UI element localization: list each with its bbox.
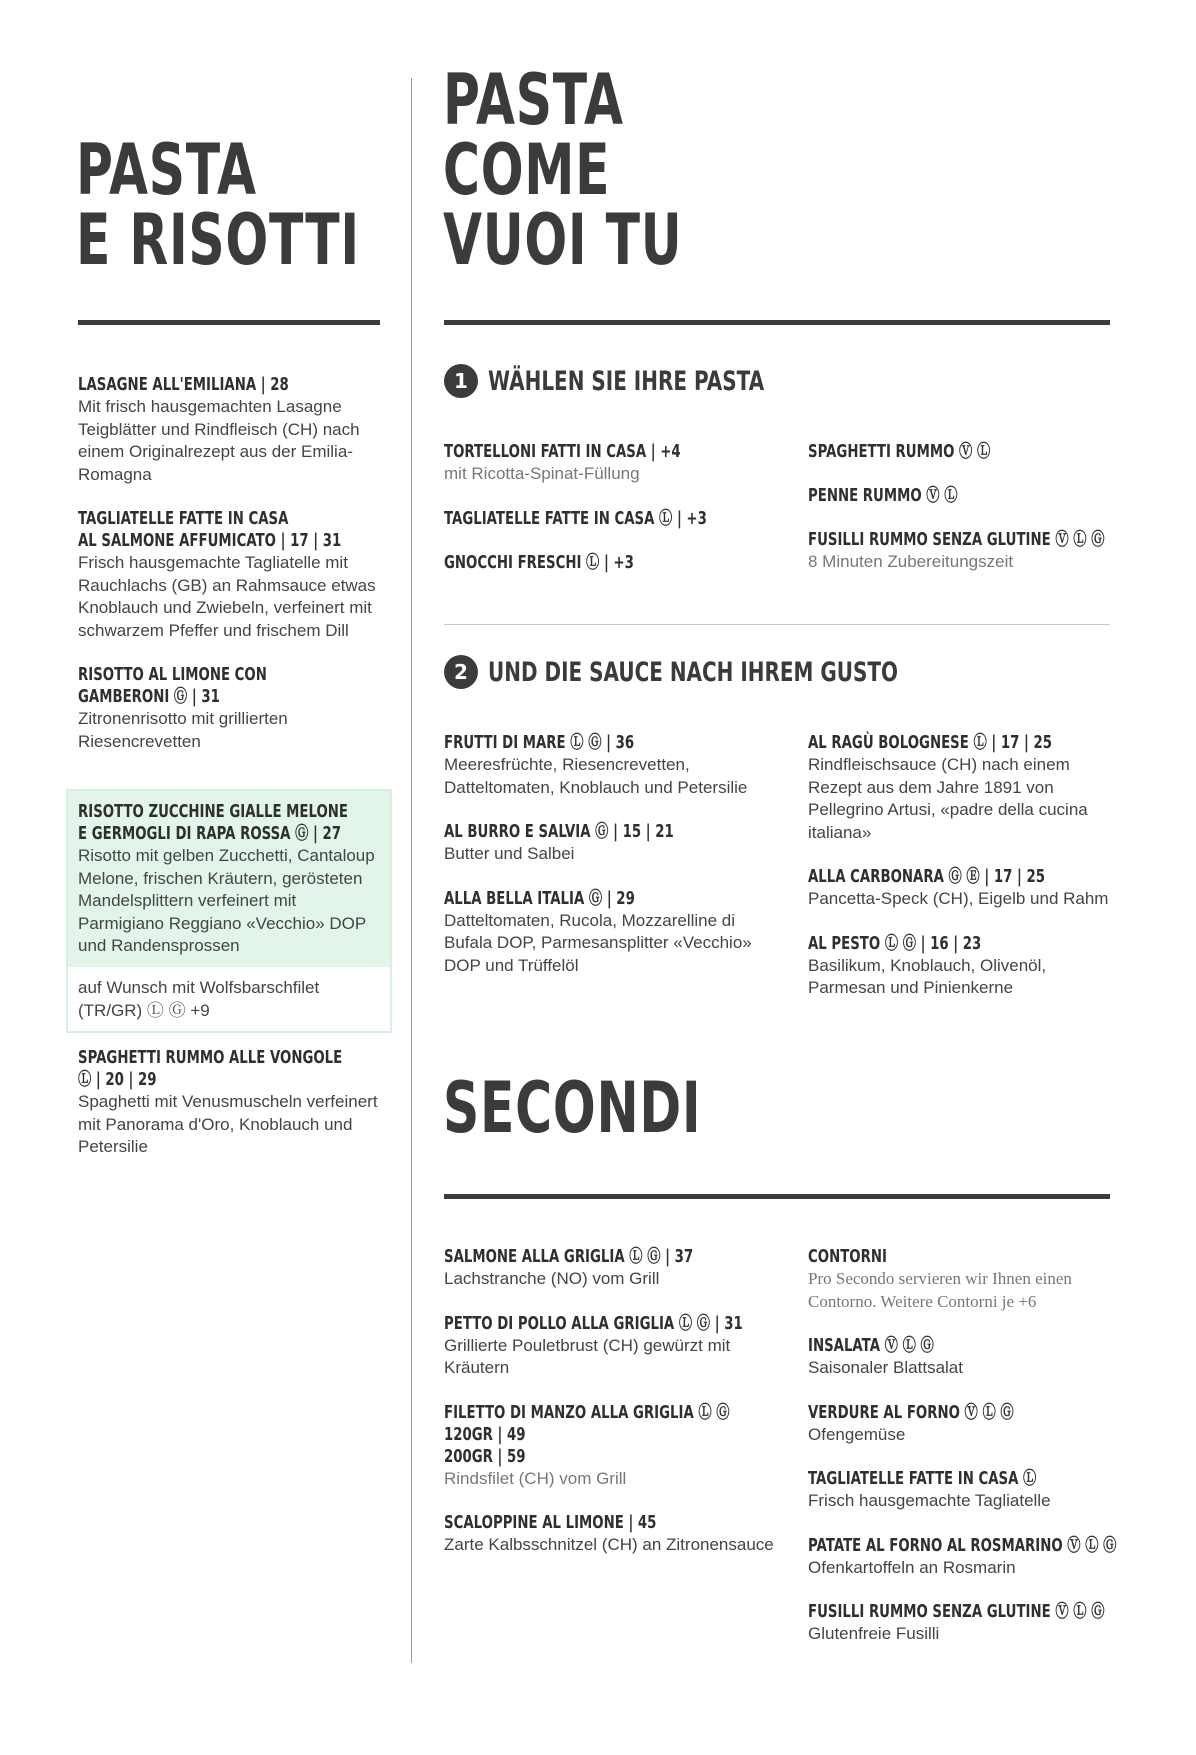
step2-col1 <box>444 732 784 999</box>
menu-item <box>808 441 1118 463</box>
step2-heading <box>444 655 1042 689</box>
item-title: AL SALMONE AFFUMICATO | 17 | 31 <box>78 531 342 551</box>
item-title: PETTO DI POLLO ALLA GRIGLIA Ⓛ Ⓖ | 31 <box>444 1313 743 1334</box>
item-title: PENNE RUMMO Ⓥ Ⓛ <box>808 486 958 506</box>
contorni-block <box>808 1246 1118 1313</box>
menu-item <box>808 485 1118 507</box>
item-title: 200GR | 59 <box>444 1446 526 1467</box>
menu-item <box>808 529 1118 574</box>
menu-item <box>78 664 388 753</box>
item-desc: Glutenfreie Fusilli <box>808 1624 940 1643</box>
column-divider <box>411 78 412 1663</box>
item-desc: Frisch hausgemachte Tagliatelle mit Rauchlachs (GB) an Rahmsauce etwas Knoblauch und Zwiebeln, verfeinert mit schwarzem Pfeffer und frischem Dill <box>78 553 376 640</box>
menu-item <box>444 732 784 799</box>
secondi-col1 <box>444 1246 784 1579</box>
item-title: Ⓛ | 20 | 29 <box>78 1070 157 1090</box>
menu-item <box>808 732 1118 844</box>
menu-item <box>78 1047 388 1159</box>
step2-col2 <box>808 732 1118 1022</box>
item-desc: Risotto mit gelben Zucchetti, Cantaloup Melone, frischen Kräutern, gerösteten Mandelsplittern verfeinert mit Parmigiano Reggiano «Vecchio» DOP und Randensprossen <box>78 846 375 955</box>
item-title: SCALOPPINE AL LIMONE | 45 <box>444 1513 657 1533</box>
item-title: FUSILLI RUMMO SENZA GLUTINE Ⓥ Ⓛ Ⓖ <box>808 1602 1105 1622</box>
item-desc: Meeresfrüchte, Riesencrevetten, Datteltomaten, Knoblauch und Petersilie <box>444 755 748 797</box>
item-title: GAMBERONI Ⓖ | 31 <box>78 687 220 707</box>
menu-item <box>808 1402 1118 1447</box>
item-title: TAGLIATELLE FATTE IN CASA <box>78 509 289 529</box>
item-desc: Saisonaler Blattsalat <box>808 1358 963 1377</box>
menu-item <box>808 1535 1118 1580</box>
item-title: FUSILLI RUMMO SENZA GLUTINE Ⓥ Ⓛ Ⓖ <box>808 530 1105 550</box>
item-desc: Rindfleischsauce (CH) nach einem Rezept aus dem Jahre 1891 von Pellegrino Artusi, «padre della cucina italiana» <box>808 755 1088 842</box>
left-title-line1: PASTA <box>76 129 257 211</box>
right-title-line3: VUOI TU <box>443 199 683 281</box>
item-title: ALLA BELLA ITALIA Ⓖ | 29 <box>444 888 635 909</box>
item-desc: Ofenkartoffeln an Rosmarin <box>808 1557 1016 1577</box>
menu-item <box>444 1512 784 1557</box>
item-desc: Grillierte Pouletbrust (CH) gewürzt mit Kräutern <box>444 1335 731 1377</box>
item-title: AL RAGÙ BOLOGNESE Ⓛ | 17 | 25 <box>808 733 1053 753</box>
left-title-rule <box>78 320 380 325</box>
secondi-rule <box>444 1194 1110 1199</box>
menu-item <box>444 441 784 486</box>
menu-item <box>808 866 1118 911</box>
step2-number: 2 <box>444 655 478 689</box>
item-title: TAGLIATELLE FATTE IN CASA Ⓛ | +3 <box>444 508 707 529</box>
item-title: SPAGHETTI RUMMO Ⓥ Ⓛ <box>808 442 991 462</box>
item-title: SALMONE ALLA GRIGLIA Ⓛ Ⓖ | 37 <box>444 1247 694 1267</box>
right-title-line1: PASTA <box>443 59 624 141</box>
item-title: CONTORNI <box>808 1247 887 1267</box>
menu-item <box>808 1601 1118 1646</box>
menu-item <box>444 1246 784 1291</box>
left-menu-list <box>78 374 388 775</box>
item-desc: Zarte Kalbsschnitzel (CH) an Zitronensauce <box>444 1535 774 1554</box>
menu-item <box>444 508 784 530</box>
step1-title: WÄHLEN SIE IHRE PASTA <box>488 365 765 397</box>
item-title: RISOTTO ZUCCHINE GIALLE MELONE <box>78 802 349 822</box>
item-title: ALLA CARBONARA Ⓖ Ⓔ | 17 | 25 <box>808 867 1045 887</box>
featured-item-body <box>68 791 390 967</box>
item-desc: 8 Minuten Zubereitungszeit <box>808 552 1014 571</box>
item-title: PATATE AL FORNO AL ROSMARINO Ⓥ Ⓛ Ⓖ <box>808 1535 1117 1556</box>
section-divider <box>444 624 1110 625</box>
item-desc: Ofengemüse <box>808 1424 906 1444</box>
left-title-line2: E RISOTTI <box>76 199 360 281</box>
item-desc: Zitronenrisotto mit grillierten Riesencrevetten <box>78 709 288 751</box>
menu-item <box>444 888 784 978</box>
item-desc: Butter und Salbei <box>444 844 575 863</box>
secondi-col2 <box>808 1246 1118 1668</box>
menu-item <box>808 933 1118 1000</box>
item-title: LASAGNE ALL'EMILIANA | 28 <box>78 375 289 395</box>
item-title: FRUTTI DI MARE Ⓛ Ⓖ | 36 <box>444 733 635 753</box>
item-desc: Rindsfilet (CH) vom Grill <box>444 1468 627 1488</box>
step1-number: 1 <box>444 364 478 398</box>
item-title: E GERMOGLI DI RAPA ROSSA Ⓖ | 27 <box>78 824 342 844</box>
item-desc: Basilikum, Knoblauch, Olivenöl, Parmesan und Pinienkerne <box>808 955 1047 997</box>
step2-title: UND DIE SAUCE NACH IHREM GUSTO <box>488 656 899 688</box>
featured-item-addon: auf Wunsch mit Wolfsbarschfilet (TR/GR) Ⓛ Ⓖ +9 <box>78 978 320 1020</box>
menu-item <box>808 1468 1118 1513</box>
contorni-note: Pro Secondo servieren wir Ihnen einen Contorno. Weitere Contorni je +6 <box>808 1269 1072 1311</box>
right-title-line2: COME <box>443 129 611 211</box>
item-desc: Frisch hausgemachte Tagliatelle <box>808 1491 1051 1510</box>
item-title: 120GR | 49 <box>444 1424 526 1445</box>
item-desc: Pancetta-Speck (CH), Eigelb und Rahm <box>808 889 1109 908</box>
secondi-title: SECONDI <box>443 1067 702 1149</box>
item-desc: Spaghetti mit Venusmuscheln verfeinert mit Panorama d'Oro, Knoblauch und Petersilie <box>78 1092 378 1156</box>
item-title: FILETTO DI MANZO ALLA GRIGLIA Ⓛ Ⓖ <box>444 1402 730 1423</box>
menu-item <box>78 508 388 642</box>
right-title <box>443 59 776 281</box>
item-title: INSALATA Ⓥ Ⓛ Ⓖ <box>808 1336 934 1356</box>
featured-item <box>66 789 392 1033</box>
right-title-rule <box>444 320 1110 325</box>
item-desc: Mit frisch hausgemachten Lasagne Teigblätter und Rindfleisch (CH) nach einem Originalrezept aus der Emilia-Romagna <box>78 397 360 484</box>
item-title: AL BURRO E SALVIA Ⓖ | 15 | 21 <box>444 822 674 842</box>
item-title: RISOTTO AL LIMONE CON <box>78 665 267 685</box>
step1-col2 <box>808 441 1118 596</box>
menu-item <box>444 552 784 574</box>
menu-item <box>444 1402 784 1491</box>
item-title: SPAGHETTI RUMMO ALLE VONGOLE <box>78 1048 343 1068</box>
menu-item <box>444 821 784 866</box>
item-title: TORTELLONI FATTI IN CASA | +4 <box>444 442 681 462</box>
item-title: GNOCCHI FRESCHI Ⓛ | +3 <box>444 552 634 573</box>
item-desc: Datteltomaten, Rucola, Mozzarelline di Bufala DOP, Parmesansplitter «Vecchio» DOP und Trüffelöl <box>444 910 752 975</box>
menu-item <box>78 374 388 486</box>
item-desc: mit Ricotta-Spinat-Füllung <box>444 464 640 483</box>
item-title: AL PESTO Ⓛ Ⓖ | 16 | 23 <box>808 933 982 954</box>
step1-heading <box>444 364 861 398</box>
menu-item <box>808 1335 1118 1380</box>
item-title: VERDURE AL FORNO Ⓥ Ⓛ Ⓖ <box>808 1402 1014 1423</box>
item-desc: Lachstranche (NO) vom Grill <box>444 1269 660 1288</box>
menu-item <box>444 1313 784 1380</box>
item-title: TAGLIATELLE FATTE IN CASA Ⓛ <box>808 1469 1037 1489</box>
step1-col1 <box>444 441 784 596</box>
left-menu-last <box>78 1047 388 1181</box>
